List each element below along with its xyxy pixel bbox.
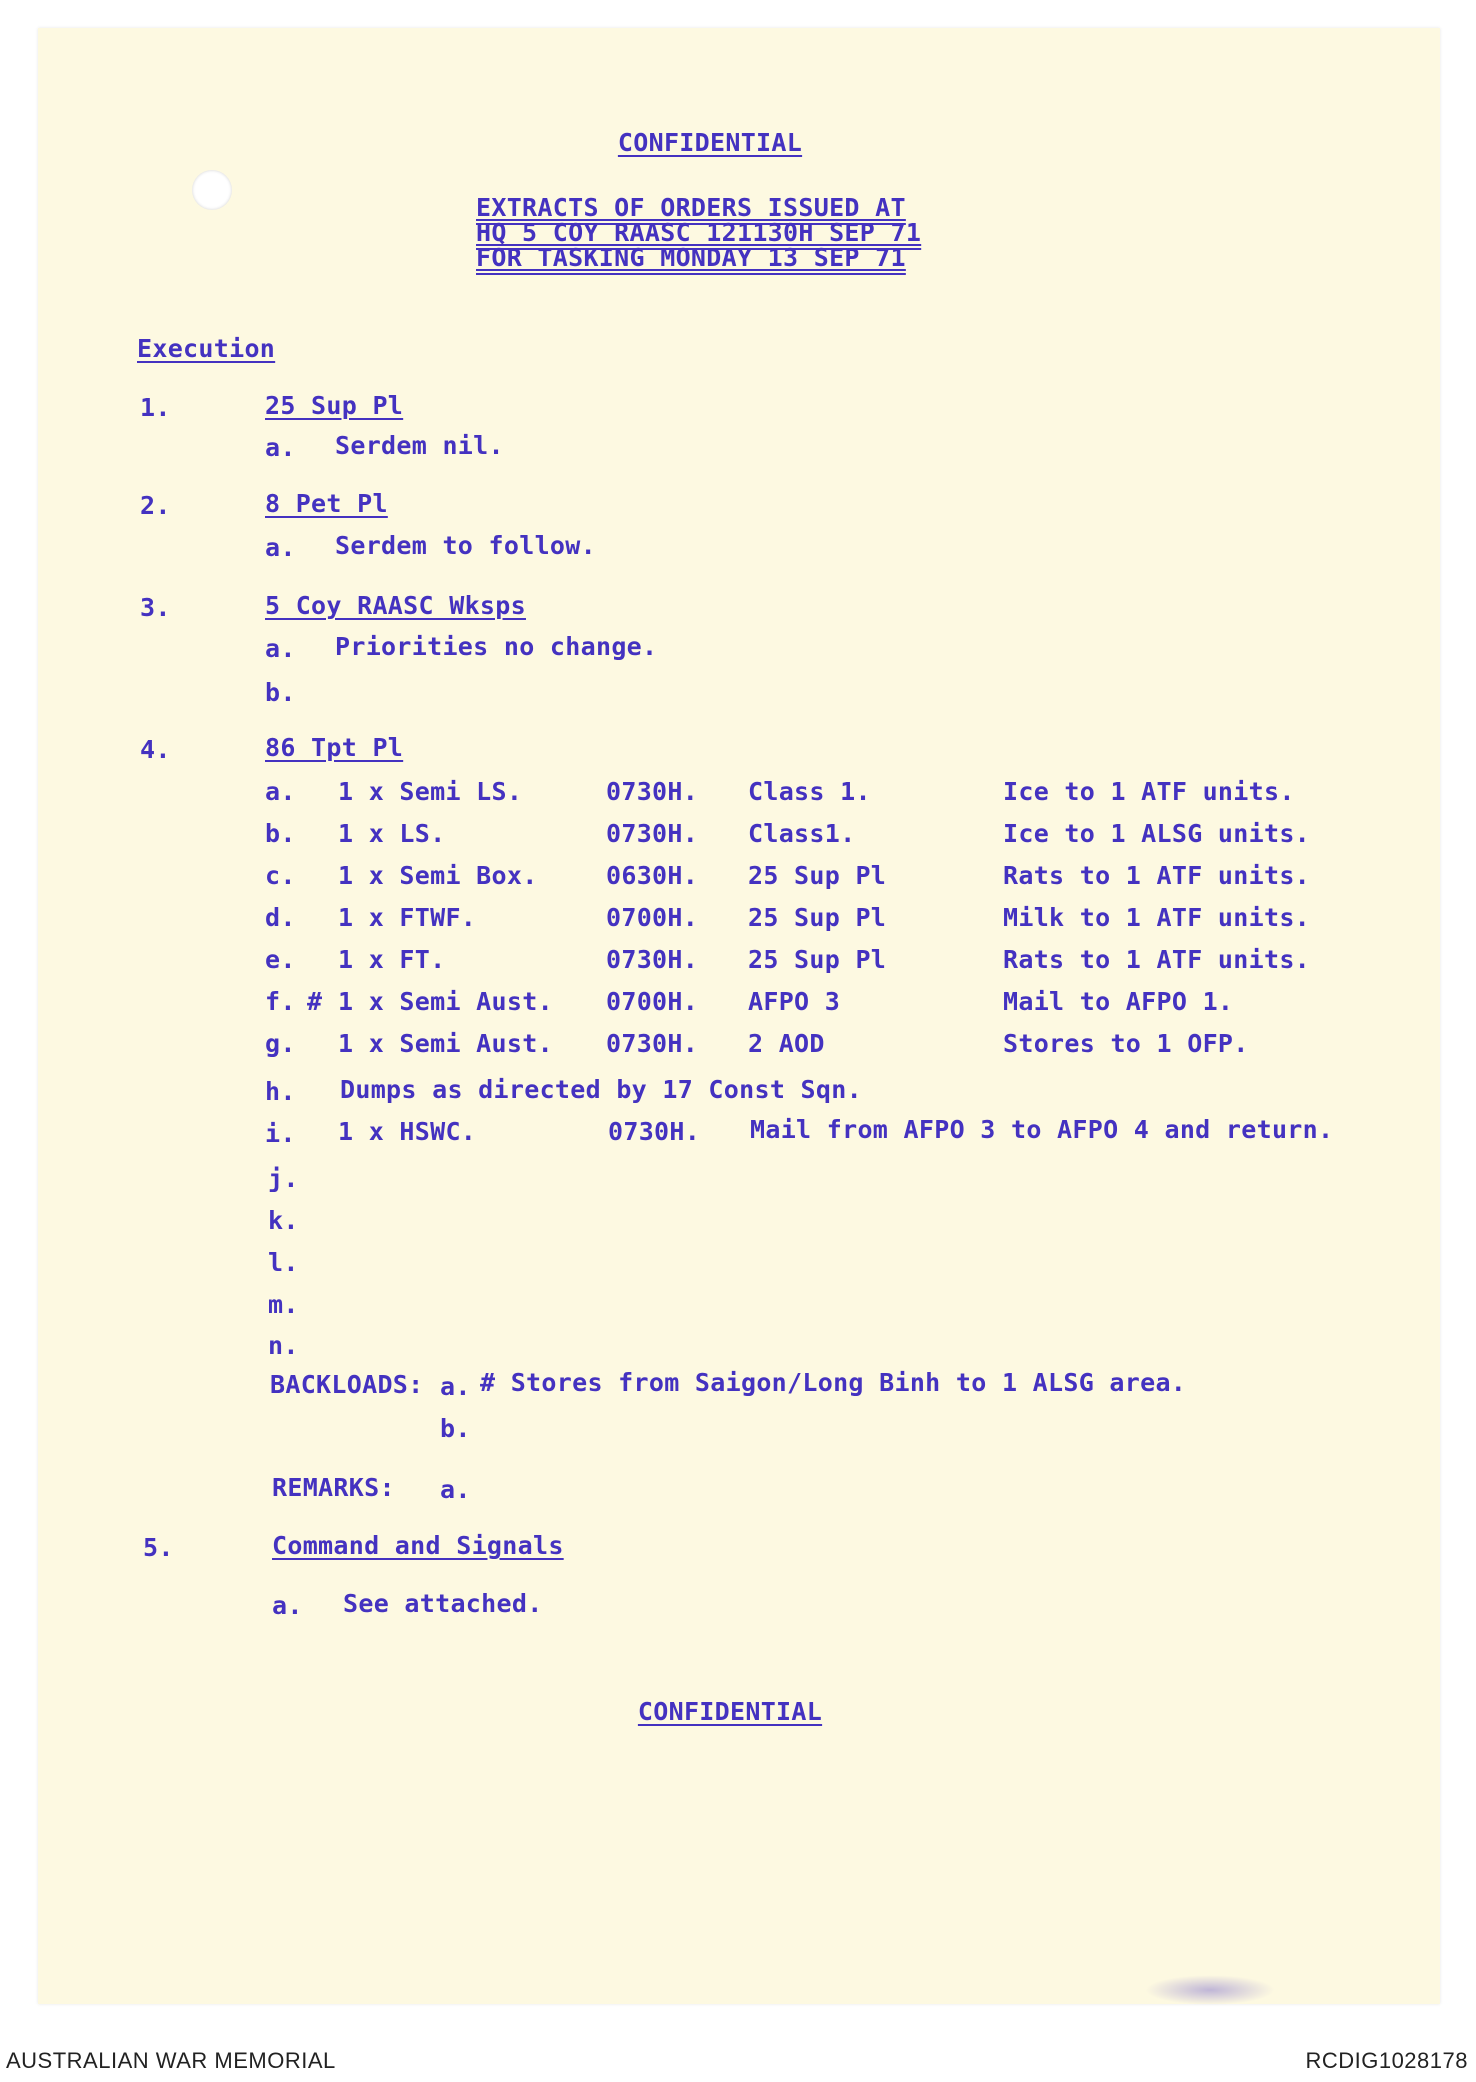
title-line-1: EXTRACTS OF ORDERS ISSUED AT (476, 193, 906, 222)
task-vehicle: 1 x FTWF. (338, 903, 477, 932)
task-letter: f. (265, 987, 296, 1016)
backloads-a-text: # Stores from Saigon/Long Binh to 1 ALSG area. (480, 1368, 1187, 1397)
task-source: 25 Sup Pl (748, 903, 887, 932)
task-source: Class 1. (748, 777, 871, 806)
task-n-letter: n. (268, 1331, 299, 1360)
task-l-letter: l. (268, 1248, 299, 1277)
section-2-item-letter: a. (265, 533, 296, 562)
task-letter: a. (265, 777, 296, 806)
classification-top: CONFIDENTIAL (617, 128, 803, 157)
task-description: Milk to 1 ATF units. (1003, 903, 1311, 932)
punch-hole (192, 170, 232, 210)
task-time: 0700H. (606, 903, 699, 932)
task-source: Class1. (748, 819, 856, 848)
task-letter: c. (265, 861, 296, 890)
section-5-item-letter: a. (272, 1591, 303, 1620)
task-i-vehicle: 1 x HSWC. (338, 1117, 477, 1146)
task-i-text: Mail from AFPO 3 to AFPO 4 and return. (750, 1115, 1334, 1144)
section-4-heading: 86 Tpt Pl (265, 733, 404, 762)
section-2-item-text: Serdem to follow. (335, 531, 596, 560)
section-3-heading: 5 Coy RAASC Wksps (265, 591, 526, 620)
ink-smudge (1145, 1975, 1275, 2005)
section-2-number: 2. (140, 491, 171, 520)
section-3-item-b-letter: b. (265, 678, 296, 707)
task-time: 0730H. (606, 777, 699, 806)
task-source: 25 Sup Pl (748, 945, 887, 974)
task-i-time: 0730H. (608, 1117, 701, 1146)
task-vehicle: 1 x Semi Aust. (338, 1029, 553, 1058)
section-5-item-text: See attached. (343, 1589, 543, 1618)
section-3-number: 3. (140, 593, 171, 622)
execution-heading: Execution (137, 334, 276, 363)
remarks-a-letter: a. (440, 1475, 471, 1504)
section-3-item-a-text: Priorities no change. (335, 632, 658, 661)
task-letter: g. (265, 1029, 296, 1058)
task-vehicle: 1 x Semi LS. (338, 777, 523, 806)
backloads-a-letter: a. (440, 1372, 471, 1401)
task-time: 0730H. (606, 819, 699, 848)
task-k-letter: k. (268, 1206, 299, 1235)
task-letter: e. (265, 945, 296, 974)
section-5-heading: Command and Signals (272, 1531, 564, 1560)
task-letter: d. (265, 903, 296, 932)
task-time: 0630H. (606, 861, 699, 890)
task-letter: b. (265, 819, 296, 848)
task-source: 25 Sup Pl (748, 861, 887, 890)
task-m-letter: m. (268, 1290, 299, 1319)
task-source: AFPO 3 (748, 987, 841, 1016)
remarks-label: REMARKS: (272, 1473, 395, 1502)
task-vehicle: 1 x Semi Box. (338, 861, 538, 890)
task-description: Stores to 1 OFP. (1003, 1029, 1249, 1058)
task-vehicle: 1 x FT. (338, 945, 446, 974)
task-vehicle: 1 x LS. (338, 819, 446, 848)
task-description: Mail to AFPO 1. (1003, 987, 1234, 1016)
backloads-label: BACKLOADS: (270, 1370, 424, 1399)
task-description: Ice to 1 ATF units. (1003, 777, 1295, 806)
archive-reference: RCDIG1028178 (1305, 2048, 1468, 2073)
task-vehicle: 1 x Semi Aust. (338, 987, 553, 1016)
section-1-item-text: Serdem nil. (335, 431, 504, 460)
title-line-3: FOR TASKING MONDAY 13 SEP 71 (476, 243, 906, 272)
classification-bottom: CONFIDENTIAL (637, 1697, 823, 1726)
section-1-heading: 25 Sup Pl (265, 391, 404, 420)
task-time: 0730H. (606, 1029, 699, 1058)
section-2-heading: 8 Pet Pl (265, 489, 388, 518)
task-time: 0730H. (606, 945, 699, 974)
task-h-letter: h. (265, 1077, 296, 1106)
archive-credit: AUSTRALIAN WAR MEMORIAL (6, 2048, 336, 2073)
task-mark: # (307, 987, 323, 1016)
section-1-number: 1. (140, 393, 171, 422)
task-description: Rats to 1 ATF units. (1003, 945, 1311, 974)
task-description: Rats to 1 ATF units. (1003, 861, 1311, 890)
section-3-item-a-letter: a. (265, 634, 296, 663)
section-4-number: 4. (140, 735, 171, 764)
section-1-item-letter: a. (265, 433, 296, 462)
backloads-b-letter: b. (440, 1414, 471, 1443)
section-5-number: 5. (143, 1533, 174, 1562)
task-time: 0700H. (606, 987, 699, 1016)
task-source: 2 AOD (748, 1029, 825, 1058)
task-description: Ice to 1 ALSG units. (1003, 819, 1311, 848)
task-h-text: Dumps as directed by 17 Const Sqn. (340, 1075, 862, 1104)
task-i-letter: i. (265, 1119, 296, 1148)
title-line-2: HQ 5 COY RAASC 121130H SEP 71 (476, 218, 922, 247)
task-j-letter: j. (268, 1164, 299, 1193)
